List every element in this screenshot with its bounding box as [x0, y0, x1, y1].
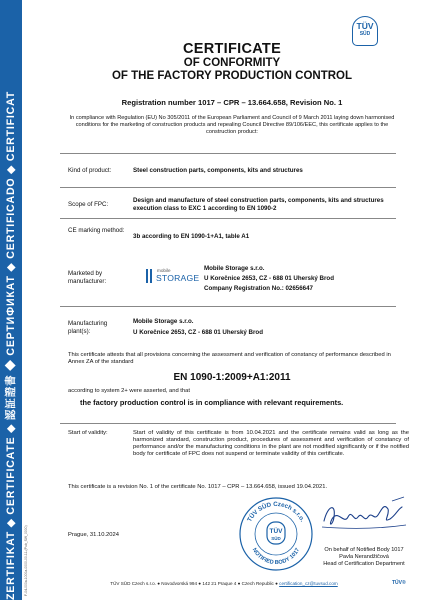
- marketed-registration: Company Registration No.: 02656647: [204, 285, 314, 292]
- divider: [60, 306, 396, 307]
- logo-small-text: mobile: [157, 268, 171, 273]
- logo-big-text: STORAGE: [156, 273, 200, 283]
- kind-label: Kind of product:: [68, 167, 112, 174]
- divider: [60, 423, 396, 424]
- stamp-center-text-1: TÜV: [269, 528, 283, 535]
- stamp-bottom-text: NOTIFIED BODY 1017: [250, 547, 302, 567]
- footer-email-link[interactable]: certification_cz@tuvsud.com: [279, 581, 338, 586]
- kind-value: Steel construction parts, components, kits and structures: [133, 167, 303, 174]
- divider: [60, 187, 396, 188]
- footer-tuv-mark: TÜV®: [392, 580, 406, 586]
- svg-text:NOTIFIED BODY 1017: [251, 547, 301, 566]
- revision-note: This certificate is a revision No. 1 of the certificate No. 1017 – CPR – 13.664.658, issued 19.04.2021.: [68, 484, 328, 490]
- system-text: according to system 2+ were asserted, and that: [68, 388, 190, 394]
- side-banner-text: ZERTIFIKAT ◆ CERTIFICATE ◆ 認証證書 ◆ СЕРТИФИКАТ ◆ CERTIFICADO ◆ CERTIFICAT: [5, 90, 17, 600]
- validity-text: Start of validity of this certificate is from 10.04.2021 and the certificate remains valid as long as the harmonized standard, construction product, procedures of assessment and verification of constancy of performance and/or the manufacturing conditions in the plant are not modified significantly or if the notified body for certificate of FPC does not suspend or terminate validity of this certificate.: [133, 430, 409, 457]
- signatory-line-1: On behalf of Notified Body 1017: [324, 547, 404, 553]
- signatory-block: [320, 547, 408, 568]
- fpc-compliance-statement: the factory production control is in compliance with relevant requirements.: [80, 398, 344, 407]
- attestation-text: This certificate attests that all provisions concerning the assessment and verification of constancy of performance described in Annex ZA of the standard: [68, 352, 391, 365]
- document-code: F-04-000a-1000a-0000-00-11-(Pub_SW_0000): [24, 525, 28, 596]
- scope-label: Scope of FPC:: [68, 201, 109, 208]
- footer-address: TÜV SÜD Czech s.r.o. ● Novodvorská 994 ● 142 21 Praque 4 ● Czech Republic ●: [110, 581, 278, 586]
- plant-label: Manufacturing plant(s):: [68, 320, 108, 335]
- logo-line-1: TÜV: [356, 21, 374, 31]
- place-date: Prague, 31.10.2024: [68, 532, 119, 538]
- intro-paragraph: In compliance with Regulation (EU) No 305/2011 of the European Parliament and Council of 9 March 2011 laying down harmonised conditions for the marketing of construction products and repealing Council Directive 89/106/EEC, this certificate applies to the construction product:: [69, 115, 395, 135]
- registration-number: Registration number 1017 – CPR – 13.664.658, Revision No. 1: [121, 98, 343, 107]
- divider: [60, 218, 396, 219]
- signatory-name: Pavla Nerandžičová: [339, 554, 389, 560]
- certificate-subtitle-2: OF THE FACTORY PRODUCTION CONTROL: [111, 70, 352, 82]
- marketed-label: Marketed by manufacturer:: [68, 270, 107, 285]
- ce-marking-value: 3b according to EN 1090-1+A1, table A1: [133, 233, 250, 240]
- logo-line-2: SÜD: [359, 31, 371, 37]
- stamp-center-text-2: SÜD: [271, 536, 281, 541]
- logo-bar: [146, 269, 148, 283]
- mobile-storage-logo: [145, 267, 200, 287]
- scope-value: Design and manufacture of steel construction parts, components, kits and structures execution class to EXC 1 according to EN 1090-2: [133, 197, 384, 212]
- stamp-top-text: TÜV SÜD Czech s.r.o.: [246, 500, 306, 524]
- footer: [24, 581, 424, 586]
- certificate-title: CERTIFICATE: [182, 41, 282, 57]
- marketed-name: Mobile Storage s.r.o.: [204, 265, 265, 272]
- handwritten-signature: [318, 495, 410, 537]
- side-banner: [0, 0, 22, 600]
- divider: [60, 153, 396, 154]
- signatory-title: Head of Certification Department: [323, 561, 405, 567]
- ce-marking-label: CE marking method:: [68, 227, 125, 234]
- plant-name: Mobile Storage s.r.o.: [133, 318, 194, 325]
- notified-body-stamp: [238, 496, 314, 572]
- certificate-subtitle-1: OF CONFORMITY: [183, 57, 281, 69]
- plant-address: U Korečnice 2653, CZ - 688 01 Uherský Brod: [133, 329, 263, 336]
- marketed-address: U Korečnice 2653, CZ - 688 01 Uherský Brod: [204, 275, 334, 282]
- validity-label: Start of validity:: [68, 430, 108, 436]
- logo-bar: [150, 269, 152, 283]
- standard-reference: EN 1090-1:2009+A1:2011: [173, 372, 291, 383]
